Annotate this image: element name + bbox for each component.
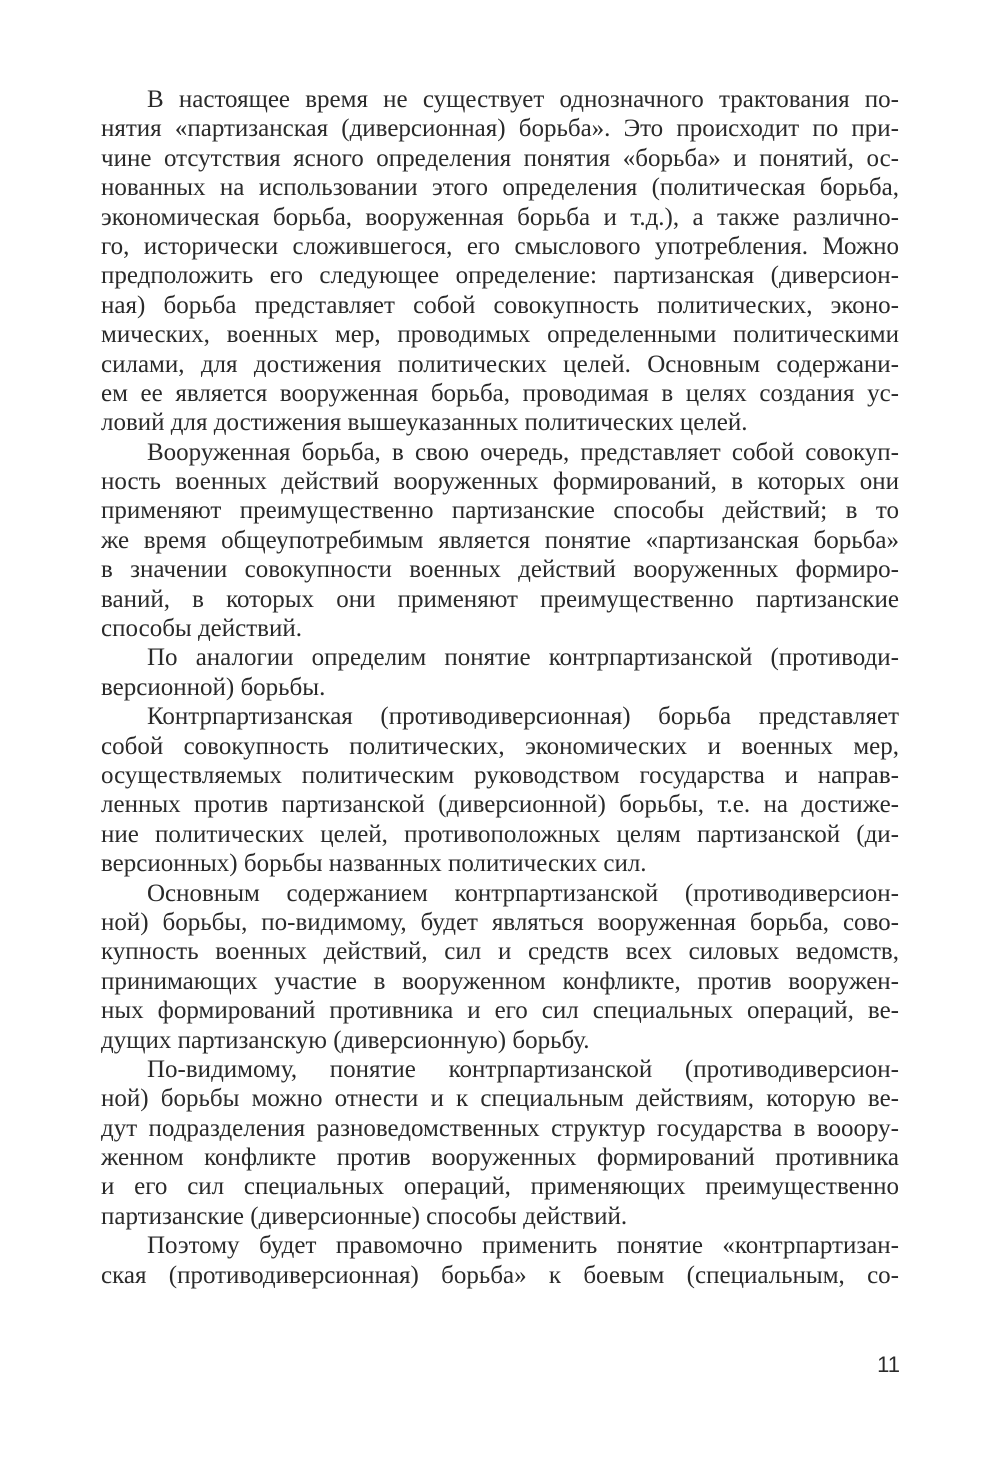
text-line: го, исторически сложившегося, его смыслового употребления. Можно [101,232,899,260]
paragraph [101,1231,899,1290]
text-line: В настоящее время не существует однозначного трактования по- [147,86,899,113]
text-line: же время общеупотребимым является понятие «партизанская борьба» [101,526,899,554]
text-line: Контрпартизанская (противодиверсионная) борьба представляет [147,703,899,731]
text-line: ная) борьба представляет собой совокупность политических, эконо- [101,291,899,319]
paragraph [101,702,899,878]
text-line: мических, военных мер, проводимых определенными политическими [101,321,899,349]
text-line: дут подразделения разноведомственных структур государства в вооору- [101,1114,899,1142]
paragraph [101,438,899,644]
text-line: ние политических целей, противоположных целям партизанской (ди- [101,820,899,848]
text-line: ленных против партизанской (диверсионной) борьбы, т.е. на достиже- [101,791,899,819]
body-text [101,85,899,1290]
text-line: ной) борьбы, по-видимому, будет являться вооруженная борьба, сово- [101,908,899,936]
paragraph [101,643,899,702]
text-line: в значении совокупности военных действий вооруженных формиро- [101,556,899,584]
text-line: Поэтому будет правомочно применить понятие «контрпартизан- [147,1232,899,1260]
text-line: чине отсутствия ясного определения понятия «борьба» и понятий, ос- [101,144,899,172]
text-line: По аналогии определим понятие контрпартизанской (противоди- [147,644,899,672]
text-line: ловий для достижения вышеуказанных политических целей. [101,409,748,437]
text-line: ной) борьбы можно отнести и к специальным действиям, которую ве- [101,1085,899,1113]
text-line: силами, для достижения политических целей. Основным содержани- [101,350,899,378]
text-line: женном конфликте против вооруженных формирований противника [101,1144,899,1172]
text-line: собой совокупность политических, экономических и военных мер, [101,732,899,760]
paragraph [101,879,899,1055]
text-line: способы действий. [101,615,302,643]
text-line: применяют преимущественно партизанские способы действий; в то [101,497,899,525]
text-line: принимающих участие в вооруженном конфликте, против вооружен- [101,967,899,995]
text-line: версионной) борьбы. [101,673,326,701]
text-line: Основным содержанием контрпартизанской (противодиверсион- [147,879,899,907]
paragraph [101,85,899,438]
text-line: ных формирований противника и его сил специальных операций, ве- [101,997,899,1025]
text-line: дущих партизанскую (диверсионную) борьбу. [101,1026,590,1054]
text-line: По-видимому, понятие контрпартизанской (противодиверсион- [147,1055,899,1083]
text-line: осуществляемых политическим руководством государства и направ- [101,761,899,789]
text-line: купность военных действий, сил и средств всех силовых ведомств, [101,938,899,966]
text-line: партизанские (диверсионные) способы действий. [101,1202,628,1230]
paragraph [101,1055,899,1231]
text-line: Вооруженная борьба, в свою очередь, представляет собой совокуп- [147,438,899,466]
text-line: ем ее является вооруженная борьба, проводимая в целях создания ус- [101,379,899,407]
text-line: нятия «партизанская (диверсионная) борьба». Это происходит по при- [101,115,899,143]
text-line: экономическая борьба, вооруженная борьба и т.д.), а также различно- [101,203,899,231]
text-line: ская (противодиверсионная) борьба» к боевым (специальным, со- [101,1261,899,1289]
text-line: ность военных действий вооруженных формирований, в которых они [101,468,899,496]
page-number: 11 [877,1352,900,1377]
text-line: предположить его следующее определение: партизанская (диверсион- [101,262,899,290]
text-line: ваний, в которых они применяют преимущественно партизанские [101,585,899,613]
text-line: версионных) борьбы названных политических сил. [101,850,647,878]
text-line: и его сил специальных операций, применяющих преимущественно [101,1173,899,1201]
text-line: нованных на использовании этого определения (политическая борьба, [101,174,899,202]
